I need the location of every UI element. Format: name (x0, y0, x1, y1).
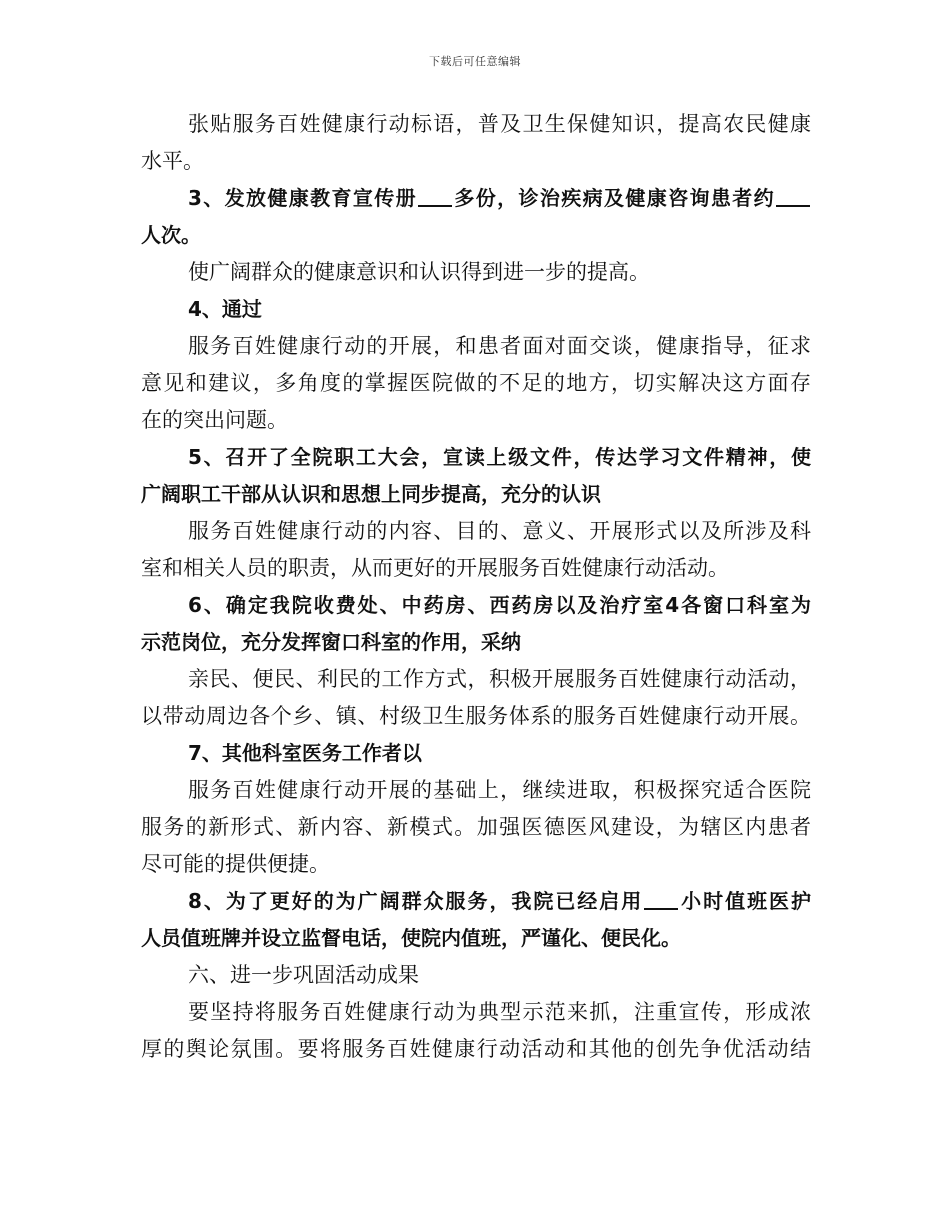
paragraph-line: 示范岗位，充分发挥窗口科室的作用，采纳 (141, 630, 521, 654)
paragraph-line: 室和相关人员的职责，从而更好的开展服务百姓健康行动活动。 (141, 556, 729, 580)
paragraph-line: 以带动周边各个乡、镇、村级卫生服务体系的服务百姓健康行动开展。 (141, 704, 811, 728)
numbered-item-8 (141, 883, 811, 920)
paragraph-line: 人次。 (141, 223, 201, 247)
numbered-item-3 (141, 180, 811, 217)
paragraph-line: 服务百姓健康行动的开展，和患者面对面交谈，健康指导，征求 (188, 334, 811, 358)
page-header-note: 下载后可任意编辑 (429, 55, 521, 68)
numbered-item-7: 7、其他科室医务工作者以 (188, 741, 422, 765)
paragraph-line: 水平。 (141, 149, 204, 173)
numbered-item-6: 6、确定我院收费处、中药房、西药房以及治疗室4各窗口科室为 (188, 593, 811, 617)
paragraph-line: 服务百姓健康行动的内容、目的、意义、开展形式以及所涉及科 (188, 519, 811, 543)
paragraph-line: 广阔职工干部从认识和思想上同步提高，充分的认识 (141, 482, 601, 506)
paragraph-line: 亲民、便民、利民的工作方式，积极开展服务百姓健康行动活动， (188, 667, 811, 691)
paragraph-line: 在的突出问题。 (141, 408, 288, 432)
paragraph-line: 要坚持将服务百姓健康行动为典型示范来抓，注重宣传，形成浓 (188, 1000, 811, 1024)
paragraph-line: 张贴服务百姓健康行动标语，普及卫生保健知识，提高农民健康 (188, 112, 811, 136)
item-text: 小时值班医护 (679, 889, 811, 913)
document-body (141, 106, 811, 1068)
fill-in-blank (418, 183, 452, 207)
paragraph-line: 意见和建议，多角度的掌握医院做的不足的地方，切实解决这方面存 (141, 371, 811, 395)
item-text: 3、发放健康教育宣传册 (188, 186, 418, 210)
fill-in-blank (776, 183, 810, 207)
paragraph-line: 尽可能的提供便捷。 (141, 852, 330, 876)
numbered-item-5: 5、召开了全院职工大会，宣读上级文件，传达学习文件精神，使 (188, 445, 811, 469)
numbered-item-4: 4、通过 (188, 297, 262, 321)
item-text: 8、为了更好的为广阔群众服务，我院已经启用 (188, 889, 644, 913)
fill-in-blank (644, 886, 678, 910)
paragraph-line: 厚的舆论氛围。要将服务百姓健康行动活动和其他的创先争优活动结 (141, 1037, 811, 1061)
paragraph-line: 使广阔群众的健康意识和认识得到进一步的提高。 (188, 260, 650, 284)
paragraph-line: 服务百姓健康行动开展的基础上，继续进取，积极探究适合医院 (188, 778, 811, 802)
paragraph-line: 服务的新形式、新内容、新模式。加强医德医风建设，为辖区内患者 (141, 815, 811, 839)
item-text: 多份，诊治疾病及健康咨询患者约 (453, 186, 776, 210)
section-heading: 六、进一步巩固活动成果 (188, 963, 419, 987)
paragraph-line: 人员值班牌并设立监督电话，使院内值班，严谨化、便民化。 (141, 926, 681, 950)
